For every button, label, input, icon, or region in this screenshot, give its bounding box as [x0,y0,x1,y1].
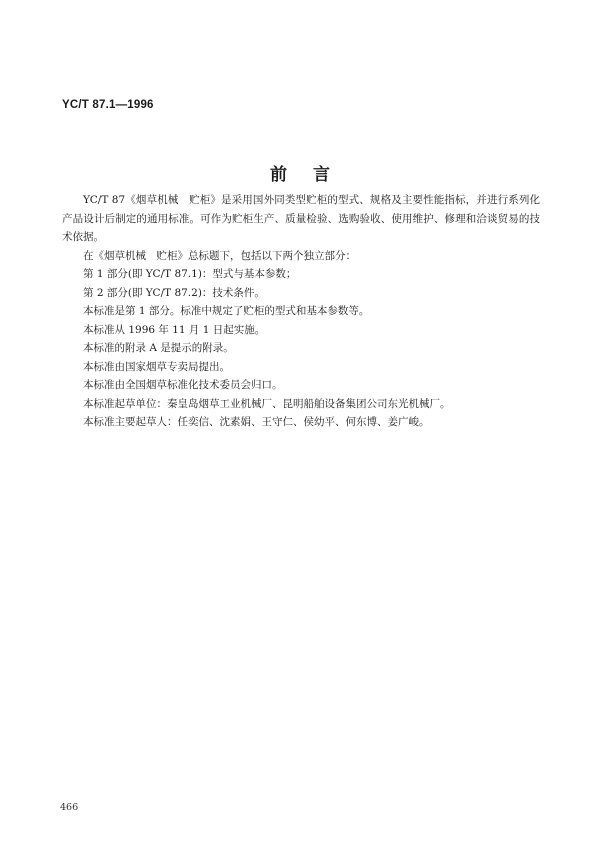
text-line-effective-date: 本标准从 1996 年 11 月 1 日起实施。 [83,323,266,336]
text-line-proposer: 本标准由国家烟草专卖局提出。 [83,360,230,373]
text-line-title-parts: 在《烟草机械 贮柜》总标题下，包括以下两个独立部分： [83,249,356,262]
text-line-drafting-units: 本标准起草单位：秦皇岛烟草工业机械厂、昆明船舶设备集团公司东光机械厂。 [83,397,451,410]
text-line-committee: 本标准由全国烟草标准化技术委员会归口。 [83,379,283,391]
text-line-part-2: 第 2 部分(即 YC/T 87.2)：技术条件。 [83,286,265,299]
page-title: 前言 [270,165,356,185]
text-line-appendix: 本标准的附录 A 是提示的附录。 [83,342,234,354]
standard-code: YC/T 87.1—1996 [62,99,154,111]
text-line-part-1: 第 1 部分(即 YC/T 87.1)：型式与基本参数； [83,268,297,280]
foreword-body [62,191,540,432]
intro-paragraph: YC/T 87《烟草机械 贮柜》是采用国外同类型贮柜的型式、规格及主要性能指标，并进行系列化产品设计后制定的通用标准。可作为贮柜生产、质量检验、选购验收、使用维护、修理和洽谈贸易的技术依据。 [62,194,540,243]
text-line-drafters: 本标准主要起草人：任奕信、沈素娟、王守仁、侯幼平、何东博、姜广峻。 [83,416,430,428]
text-line-this-part: 本标准是第 1 部分。标准中规定了贮柜的型式和基本参数等。 [83,305,370,317]
page-number: 466 [60,802,79,813]
